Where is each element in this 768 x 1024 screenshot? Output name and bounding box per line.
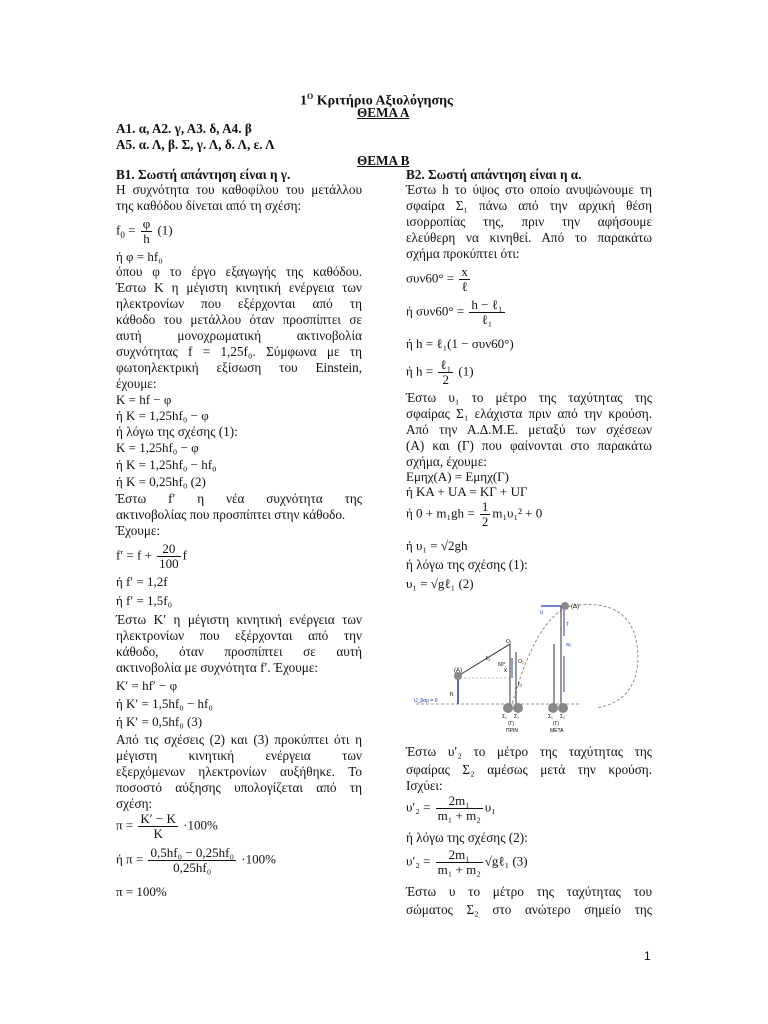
equation-percent: π = $\frac{K' - K}{K}$ ·100% [116,811,218,841]
left-p4-line: ηλεκτρονίων που εξέρχονται από την [116,628,362,643]
label-o1: O₁ [506,639,512,645]
sphere-sigma1-before [503,703,513,713]
label-sigma2: Σ₂ [514,714,520,720]
left-p4-line: ακτινοβολία με συχνότητα f′. Έχουμε: [116,660,319,675]
right-p2-line: Έστω υ₁ το μέτρο της ταχύτητας της [406,390,652,405]
right-p2-line: σχήμα, έχουμε: [406,454,487,469]
equation: ή f′ = 1,2f [116,574,168,589]
left-p4-line: κάθοδο, όταν προσπίπτει σε αυτή [116,644,362,659]
theme-b-heading: ΘΕΜΑ Β [357,153,410,168]
left-p2-line: ηλεκτρονίων που εξέρχονται από τη [116,296,362,311]
equation: ή K′ = 0,5hf₀ (3) [116,714,203,729]
right-p3-line: Έστω υ′₂ το μέτρο της ταχύτητας της [406,744,652,759]
label-o2: O₂ [518,659,524,665]
left-p2-line: όπου φ το έργο εξαγωγής της καθόδου. [116,264,362,279]
label-after: ΜΕΤΑ [550,728,564,732]
label-h: h [450,692,454,698]
label-sigma1: Σ₁ [502,714,507,720]
equation: ή K = 1,25hf₀ − φ [116,408,209,423]
trajectory-arc [511,605,638,708]
left-p3-line: Έστω f′ η νέα συχνότητα της [116,491,362,506]
equation-f-prime: f′ = f + $\frac{20}{100}$ f [116,541,188,571]
equation: ή K = 0,25hf₀ (2) [116,474,206,489]
left-p2-line: Έστω Κ η μέγιστη κινητική ενέργεια των [116,280,362,295]
equation-label: ή λόγω της σχέσης (1): [406,557,528,572]
right-p4-line: Έστω υ το μέτρο της ταχύτητας του [406,884,652,899]
equation: K = 1,25hf₀ − φ [116,440,199,455]
raised-string [458,644,510,676]
left-p4-line: Έστω K′ η μέγιστη κινητική ενέργεια των [116,612,362,627]
left-p5-line: σχέση: [116,796,153,811]
left-p5-line: Από τις σχέσεις (2) και (3) προκύπτει ότι η [116,732,362,747]
left-p2-line: φωτοηλεκτρική εξίσωση του Einstein, [116,360,362,375]
equation: ή K = 1,25hf₀ − hf₀ [116,457,217,472]
page-title: $1^O$ Κριτήριο Αξιολόγησης [300,92,453,109]
label-u-zero: U_βαρ = 0 [414,698,438,704]
equation: ή υ₁ = √2gh [406,538,468,553]
equation-phi: ή φ = hf₀ [116,249,163,264]
left-p3-line: Έχουμε: [116,523,161,538]
equation: K′ = hf′ − φ [116,678,178,693]
right-p2-line: (Α) και (Γ) που φαίνονται στο παρακάτω [406,438,652,453]
left-p2-line: συχνότητας f = 1,25f₀. Σύμφωνα με τη [116,344,362,359]
label-angle: 60° [498,662,506,668]
label-x: x [504,668,507,674]
equation: ή h = ℓ₁(1 − συν60°) [406,336,514,351]
label-l1: ℓ₁ [486,656,490,662]
equation-cos-2: ή συν60° = $\frac{\text{h − ℓ₁}}{\text{ℓ₁}}$ [406,297,503,327]
left-p5-line: ποσοστό αύξησης υπολογίζεται από τη [116,780,362,795]
label-upsilon: υ [540,610,544,616]
sphere-sigma2-before [513,703,523,713]
equation: υ₁ = √gℓ₁ (2) [406,576,474,591]
answers-a-line1: Α1. α, Α2. γ, Α3. δ, Α4. β [116,121,252,136]
label-a: (A) [454,668,462,674]
equation-h: ή h = $\frac{\text{ℓ₁}}{2}$ (1) [406,357,474,387]
sphere-sigma2-after [558,703,568,713]
right-p1-line: σχήμα προκύπτει ότι: [406,246,520,261]
equation-velocity: υ′₂ = $\frac{\text{2m₁}}{\text{m₁ + m₂}}$ υ₁ [406,793,496,823]
right-p2-line: Από την Α.Δ.Μ.Ε. μεταξύ των σχέσεων [406,422,652,437]
equation-result: π = 100% [116,884,167,899]
b1-title: Β1. Σωστή απάντηση είναι η γ. [116,167,291,182]
label-gamma-after: (Γ) [553,721,560,727]
equation-cos: συν60° = $\frac{x}{\text{ℓ}}$ [406,264,468,294]
label-delta: (Δ) [571,604,580,610]
equation: ή f′ = 1,5f₀ [116,593,173,608]
label-t: T [566,622,570,628]
right-p4-line: σώματος Σ₂ στο ανώτερο σημείο της [406,902,652,917]
answers-a-line2: Α5. α. Λ, β. Σ, γ. Λ, δ. Λ, ε. Λ [116,137,275,152]
right-p1-line: ελεύθερη να κινηθεί. Από το παρακάτω [406,230,652,245]
label-l2: ℓ₂ [518,682,523,688]
right-p3-line: σφαίρας Σ₂ αμέσως μετά την κρούση. [406,762,652,777]
equation-velocity-2: υ′₂ = $\frac{\text{2m₁}}{\text{m₁ + m₂}}$ √gℓ₁ (3) [406,847,528,877]
sphere-top [561,602,569,610]
equation: Εμηχ(Α) = Εμηχ(Γ) [406,469,510,484]
equation: ή K′ = 1,5hf₀ − hf₀ [116,696,213,711]
label-gamma: (Γ) [508,721,515,727]
sphere-sigma1-after [548,703,558,713]
left-p2-line: κάθοδο του μετάλλου όταν προσπίπτει σε [116,312,362,327]
page-number: 1 [644,949,651,963]
left-p1-line: της καθόδου δίνεται από τη σχέση: [116,198,302,213]
equation-energy: ή 0 + m₁gh = $\frac{1}{2}$ m₁υ₁² + 0 [406,499,543,529]
right-p1-line: Έστω h το ύψος στο οποίο ανυψώνουμε τη [406,182,652,197]
label-w2: w₂ [566,642,572,648]
left-p3-line: ακτινοβολίας που προσπίπτει στην κάθοδο. [116,507,346,522]
label-sigma2-after: Σ₂ [560,714,566,720]
left-p5-line: εξερχόμενων ηλεκτρονίων αυξήθηκε. Το [116,764,362,779]
right-p1-line: ισορροπίας της, πριν την αφήσουμε [406,214,652,229]
equation-label: ή λόγω της σχέσης (2): [406,830,528,845]
equation: K = hf − φ [116,392,172,407]
left-p5-line: μέγιστη κινητική ενέργεια των [116,748,362,763]
equation-label: ή λόγω της σχέσης (1): [116,424,238,439]
left-p1-line: Η συχνότητα του καθοφίλου του μετάλλου [116,182,362,197]
label-before: ΠΡΙΝ [506,728,518,732]
equation-percent-2: ή π = $\frac{\text{0,5hf₀ − 0,25hf₀}}{\text{0,25hf₀}}$ ·100% [116,845,276,875]
right-p1-line: σφαίρα Σ₁ πάνω από την αρχική θέση [406,198,652,213]
b2-title: Β2. Σωστή απάντηση είναι η α. [406,167,582,182]
left-p2-line: έχουμε: [116,376,157,391]
label-sigma1-after: Σ₁ [548,714,553,720]
right-p3-line: Ισχύει: [406,778,443,793]
equation: ή KA + UA = KΓ + UΓ [406,484,528,499]
pendulum-collision-figure [406,596,652,732]
theme-a-heading: ΘΕΜΑ Α [357,105,410,120]
left-p2-line: αυτή μονοχρωματική ακτινοβολία [116,328,362,343]
right-p2-line: σφαίρας Σ₁ ελάχιστα πριν από την κρούση. [406,406,652,421]
equation-f0: $f_0$ = $\frac{\varphi}{h}$ (1) [116,216,173,246]
